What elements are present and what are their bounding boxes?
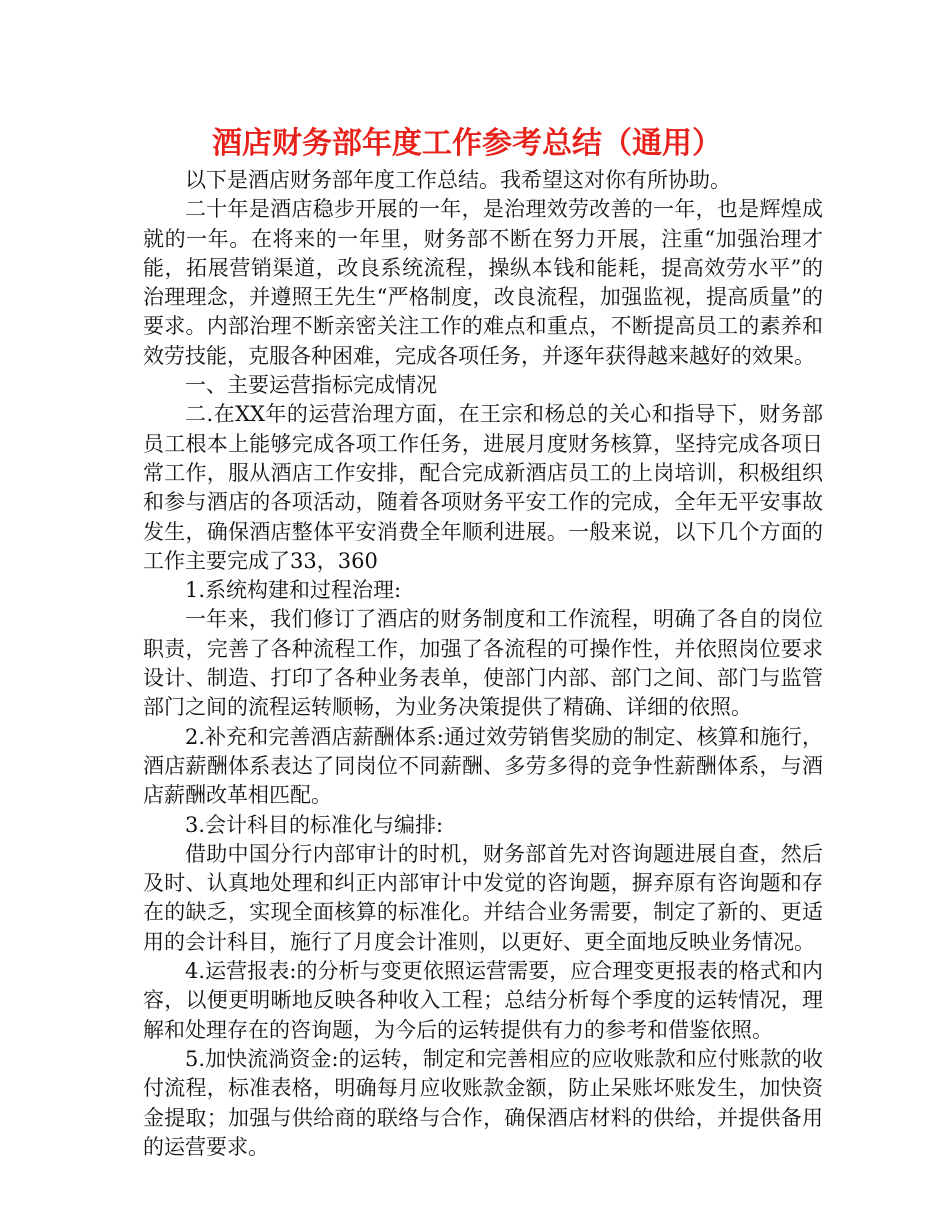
item-heading-system-construction: 1.系统构建和过程治理: xyxy=(185,578,402,603)
paragraph-operations-management: 二.在XX年的运营治理方面，在王宗和杨总的关心和指导下，财务部员工根本上能够完成各项工作任务，进展月度财务核算，坚持完成各项日常工作，服从酒店工作安排，配合完成新酒店员工的上岗培训，积极组织和参与酒店的各项活动，随着各项财务平安工作的完成，全年无平安事故发生，确保酒店整体平安消费全年顺利进展。一般来说，以下几个方面的工作主要完成了33，360 xyxy=(143,402,823,573)
paragraph-operating-reports: 4.运营报表:的分析与变更依照运营需要，应合理变更报表的格式和内容，以便更明晰地反映各种收入工程；总结分析每个季度的运转情况，理解和处理存在的咨询题，为今后的运转提供有力的参考和借鉴依照。 xyxy=(143,959,823,1042)
paragraph-salary-system: 2.补充和完善酒店薪酬体系:通过效劳销售奖励的制定、核算和施行，酒店薪酬体系表达了同岗位不同薪酬、多劳多得的竞争性薪酬体系，与酒店薪酬改革相匹配。 xyxy=(143,724,823,808)
document-title: 酒店财务部年度工作参考总结（通用） xyxy=(212,126,722,161)
paragraph-accounting-standardization: 借助中国分行内部审计的时机，财务部首先对咨询题进展自查，然后及时、认真地处理和纠正内部审计中发觉的咨询题，摒弃原有咨询题和存在的缺乏，实现全面核算的标准化。并结合业务需要，制定了新的、更适用的会计科目，施行了月度会计准则，以更好、更全面地反映业务情况。 xyxy=(143,841,823,954)
paragraph-intro: 以下是酒店财务部年度工作总结。我希望这对你有所协助。 xyxy=(185,168,731,192)
section-heading-main-indicators: 一、主要运营指标完成情况 xyxy=(185,373,437,398)
paragraph-overview: 二十年是酒店稳步开展的一年，是治理效劳改善的一年，也是辉煌成就的一年。在将来的一年里，财务部不断在努力开展，注重“加强治理才能，拓展营销渠道，改良系统流程，操纵本钱和能耗，提高效劳水平”的治理理念，并遵照王先生“严格制度，改良流程，加强监视，提高质量”的要求。内部治理不断亲密关注工作的难点和重点，不断提高员工的素养和效劳技能，克服各种困难，完成各项任务，并逐年获得越来越好的效果。 xyxy=(143,197,823,368)
document-body xyxy=(143,166,823,1162)
paragraph-working-capital: 5.加快流淌资金:的运转，制定和完善相应的应收账款和应付账款的收付流程，标准表格，明确每月应收账款金额，防止呆账坏账发生，加快资金提取；加强与供给商的联络与合作，确保酒店材料的供给，并提供备用的运营要求。 xyxy=(143,1046,823,1159)
item-heading-accounting-standardization: 3.会计科目的标准化与编排: xyxy=(185,812,444,837)
paragraph-system-construction: 一年来，我们修订了酒店的财务制度和工作流程，明确了各自的岗位职责，完善了各种流程工作，加强了各流程的可操作性，并依照岗位要求设计、制造、打印了各种业务表单，使部门内部、部门之间、部门与监管部门之间的流程运转顺畅，为业务决策提供了精确、详细的依照。 xyxy=(143,607,823,720)
